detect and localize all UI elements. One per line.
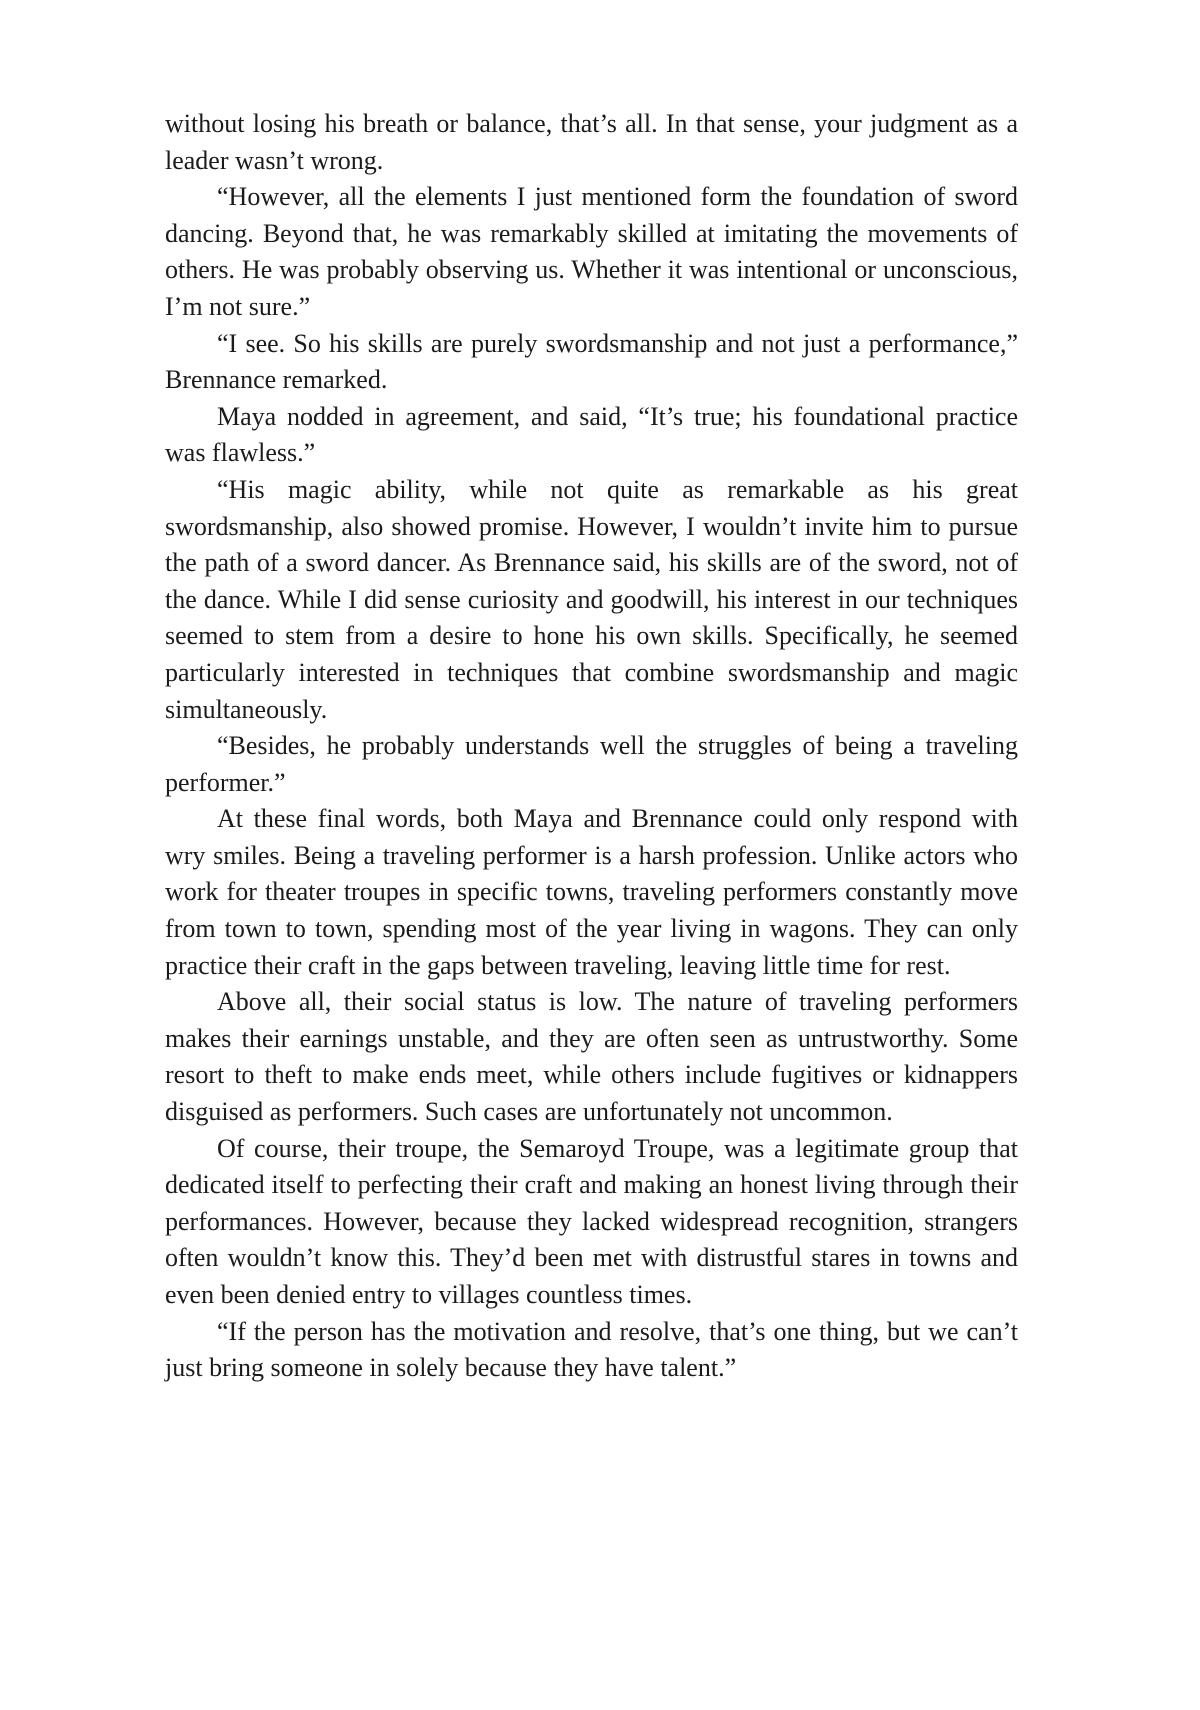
- paragraph: “Besides, he probably understands well the struggles of being a traveling performer.”: [165, 731, 1018, 797]
- paragraph: At these final words, both Maya and Brennance could only respond with wry smiles. Being a traveling performer is a harsh profession. Unlike actors who work for theater troupes in specific towns, traveling performers constantly move from town to town, spending most of the year living in wagons. They can only practice their craft in the gaps between traveling, leaving little time for rest.: [165, 804, 1018, 980]
- paragraph: Maya nodded in agreement, and said, “It’s true; his foundational practice was flawless.”: [165, 401, 1018, 468]
- paragraph: without losing his breath or balance, that’s all. In that sense, your judgment as a leader wasn’t wrong.: [165, 109, 1018, 175]
- paragraph: “However, all the elements I just mentioned form the foundation of sword dancing. Beyond that, he was remarkably skilled at imitating the movements of others. He was probably observing us. Whether it was intentional or unconscious, I’m not sure.”: [165, 182, 1018, 321]
- paragraph: Of course, their troupe, the Semaroyd Troupe, was a legitimate group that dedicated itself to perfecting their craft and making an honest living through their performances. However, because they lacked widespread recognition, strangers often wouldn’t know this. They’d been met with distrustful stares in towns and even been denied entry to villages countless times.: [165, 1133, 1018, 1309]
- paragraph: “I see. So his skills are purely swordsmanship and not just a performance,” Brennance remarked.: [165, 328, 1018, 395]
- paragraph: Above all, their social status is low. The nature of traveling performers makes their earnings unstable, and they are often seen as untrustworthy. Some resort to theft to make ends meet, while others include fugitives or kidnappers disguised as performers. Such cases are unfortunately not uncommon.: [165, 987, 1018, 1127]
- paragraph: “If the person has the motivation and resolve, that’s one thing, but we can’t just bring someone in solely because they have talent.”: [165, 1316, 1018, 1383]
- paragraph: “His magic ability, while not quite as remarkable as his great swordsmanship, also showed promise. However, I wouldn’t invite him to pursue the path of a sword dancer. As Brennance said, his skills are of the sword, not of the dance. While I did sense curiosity and goodwill, his interest in our techniques seemed to stem from a desire to hone his own skills. Specifically, he seemed particularly interested in techniques that combine swordsmanship and magic simultaneously.: [165, 474, 1018, 724]
- page-text-column: [165, 106, 1018, 1387]
